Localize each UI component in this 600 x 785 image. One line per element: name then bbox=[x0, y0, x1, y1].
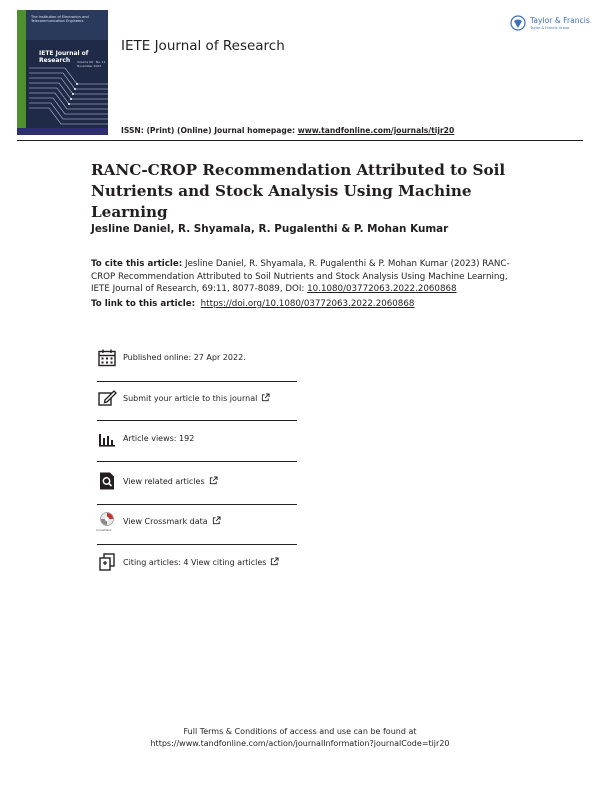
search-document-icon bbox=[97, 471, 117, 491]
cite-doi-link[interactable]: 10.1080/03772063.2022.2060868 bbox=[307, 284, 457, 295]
citing-articles-label: Citing articles: 4 View citing articles bbox=[123, 557, 279, 567]
publisher-subname: Taylor & Francis Group bbox=[530, 26, 570, 30]
publisher-logo-icon bbox=[510, 15, 526, 31]
publisher-name: Taylor & Francis bbox=[530, 16, 590, 25]
footer-terms-text: Full Terms & Conditions of access and use can be found at bbox=[183, 727, 417, 736]
article-views-row bbox=[97, 429, 297, 449]
crossmark-link[interactable] bbox=[97, 511, 297, 531]
cover-graphic bbox=[17, 10, 108, 135]
external-link-icon bbox=[270, 557, 279, 566]
submit-article-label: Submit your article to this journal bbox=[123, 393, 270, 403]
cover-org-text: The Institution of Electronics and Telecommunication Engineers bbox=[31, 15, 89, 23]
cover-title: IETE Journal of Research bbox=[39, 50, 89, 64]
edit-icon bbox=[97, 388, 117, 408]
issn-line bbox=[121, 126, 454, 135]
article-title-line-1: RANC-CROP Recommendation Attributed to Soil bbox=[91, 161, 506, 179]
article-doi-link[interactable]: https://doi.org/10.1080/03772063.2022.2060868 bbox=[200, 299, 415, 309]
bar-chart-icon bbox=[97, 429, 117, 449]
info-divider bbox=[97, 544, 297, 545]
published-date: Published online: 27 Apr 2022. bbox=[123, 353, 246, 362]
crossmark-label: View Crossmark data bbox=[123, 516, 221, 526]
citation-block bbox=[91, 258, 511, 296]
article-title bbox=[91, 160, 531, 223]
article-views-count: Article views: 192 bbox=[123, 434, 195, 443]
published-row bbox=[97, 348, 297, 368]
calendar-icon bbox=[97, 348, 117, 368]
info-divider bbox=[97, 504, 297, 505]
external-link-icon bbox=[212, 516, 221, 525]
journal-homepage-link[interactable]: www.tandfonline.com/journals/tijr20 bbox=[297, 126, 455, 135]
info-divider bbox=[97, 381, 297, 382]
publisher-logo[interactable] bbox=[510, 14, 590, 36]
crossmark-logo-text: CrossMark bbox=[96, 528, 112, 532]
related-articles-label: View related articles bbox=[123, 476, 218, 486]
header-divider bbox=[17, 140, 583, 141]
journal-cover-image bbox=[17, 10, 108, 135]
article-title-line-2: Nutrients and Stock Analysis Using Machine Learning bbox=[91, 182, 472, 221]
cite-label: To cite this article: bbox=[91, 259, 183, 269]
info-divider bbox=[97, 461, 297, 462]
footer bbox=[0, 726, 600, 749]
info-divider bbox=[97, 420, 297, 421]
external-link-icon bbox=[209, 476, 218, 485]
related-articles-link[interactable] bbox=[97, 471, 297, 491]
external-link-icon bbox=[261, 393, 270, 402]
article-authors: Jesline Daniel, R. Shyamala, R. Pugalenthi & P. Mohan Kumar bbox=[91, 223, 449, 235]
journal-name[interactable]: IETE Journal of Research bbox=[121, 38, 285, 54]
submit-article-link[interactable] bbox=[97, 388, 297, 408]
issn-prefix: ISSN: (Print) (Online) Journal homepage: bbox=[121, 126, 298, 135]
cover-volume: Volume 69 · No. 11 · November 2023 bbox=[77, 60, 108, 68]
cite-text: Jesline Daniel, R. Shyamala, R. Pugalenthi & P. Mohan Kumar (2023) RANC-CROP Recommendation Attributed to Soil Nutrients and Stock Analysis Using Machine Learning, IETE Journal of Research, 69:11, 8077-8089, DOI: bbox=[91, 259, 510, 295]
citing-documents-icon bbox=[97, 552, 117, 572]
article-link-line bbox=[91, 299, 414, 309]
citing-articles-link[interactable] bbox=[97, 552, 297, 572]
footer-terms-link[interactable]: https://www.tandfonline.com/action/journalInformation?journalCode=tijr20 bbox=[150, 738, 450, 748]
link-label: To link to this article: bbox=[91, 299, 196, 309]
